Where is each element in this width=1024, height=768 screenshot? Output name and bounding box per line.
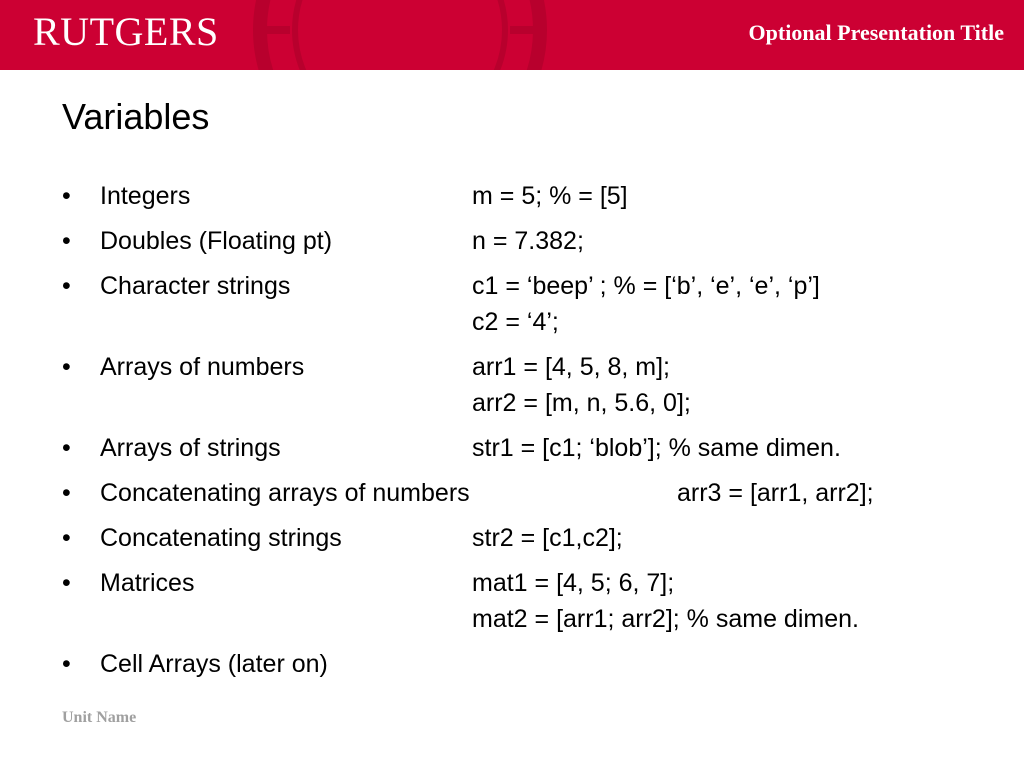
bullet-item [62,565,1002,637]
bullet-item [62,223,1002,259]
bullet-item [62,178,1002,214]
unit-name-footer: Unit Name [62,709,137,726]
bullet-code: str2 = [c1,c2]; [472,524,623,552]
bullet-dot-icon: • [62,182,71,210]
bullet-label: Integers [100,182,191,210]
bullet-dot-icon: • [62,272,71,300]
bullet-label: Arrays of numbers [100,353,305,381]
bullet-label: Doubles (Floating pt) [100,227,333,255]
bullet-dot-icon: • [62,434,71,462]
bullet-item [62,520,1002,556]
bullet-dot-icon: • [62,569,71,597]
header-bar [0,0,1024,70]
bullet-label: Cell Arrays (later on) [100,650,328,678]
bullet-code: n = 7.382; [472,227,584,255]
bullet-code: mat2 = [arr1; arr2]; % same dimen. [472,605,859,633]
bullet-code: mat1 = [4, 5; 6, 7]; [472,569,675,597]
bullet-list [62,178,1002,682]
bullet-label: Matrices [100,569,195,597]
bullet-dot-icon: • [62,650,71,678]
bullet-dot-icon: • [62,479,71,507]
bullet-item [62,430,1002,466]
bullet-label: Arrays of strings [100,434,281,462]
bullet-dot-icon: • [62,524,71,552]
bullet-item [62,268,1002,340]
bullet-code: c2 = ‘4’; [472,308,559,336]
bullet-code: arr2 = [m, n, 5.6, 0]; [472,389,691,417]
bullet-code: c1 = ‘beep’ ; % = [‘b’, ‘e’, ‘e’, ‘p’] [472,272,820,300]
bullet-item [62,646,1002,682]
bullet-code: arr1 = [4, 5, 8, m]; [472,353,670,381]
university-seal-icon [250,0,550,70]
bullet-label: Character strings [100,272,291,300]
slide-title: Variables [62,96,210,137]
bullet-code: str1 = [c1; ‘blob’]; % same dimen. [472,434,841,462]
bullet-dot-icon: • [62,227,71,255]
presentation-title: Optional Presentation Title [748,20,1004,45]
bullet-code: arr3 = [arr1, arr2]; [677,479,874,507]
bullet-item [62,475,1002,511]
bullet-dot-icon: • [62,353,71,381]
bullet-label: Concatenating strings [100,524,342,552]
bullet-label: Concatenating arrays of numbers [100,479,470,507]
bullet-item [62,349,1002,421]
rutgers-logo: RUTGERS [33,9,219,54]
bullet-code: m = 5; % = [5] [472,182,628,210]
